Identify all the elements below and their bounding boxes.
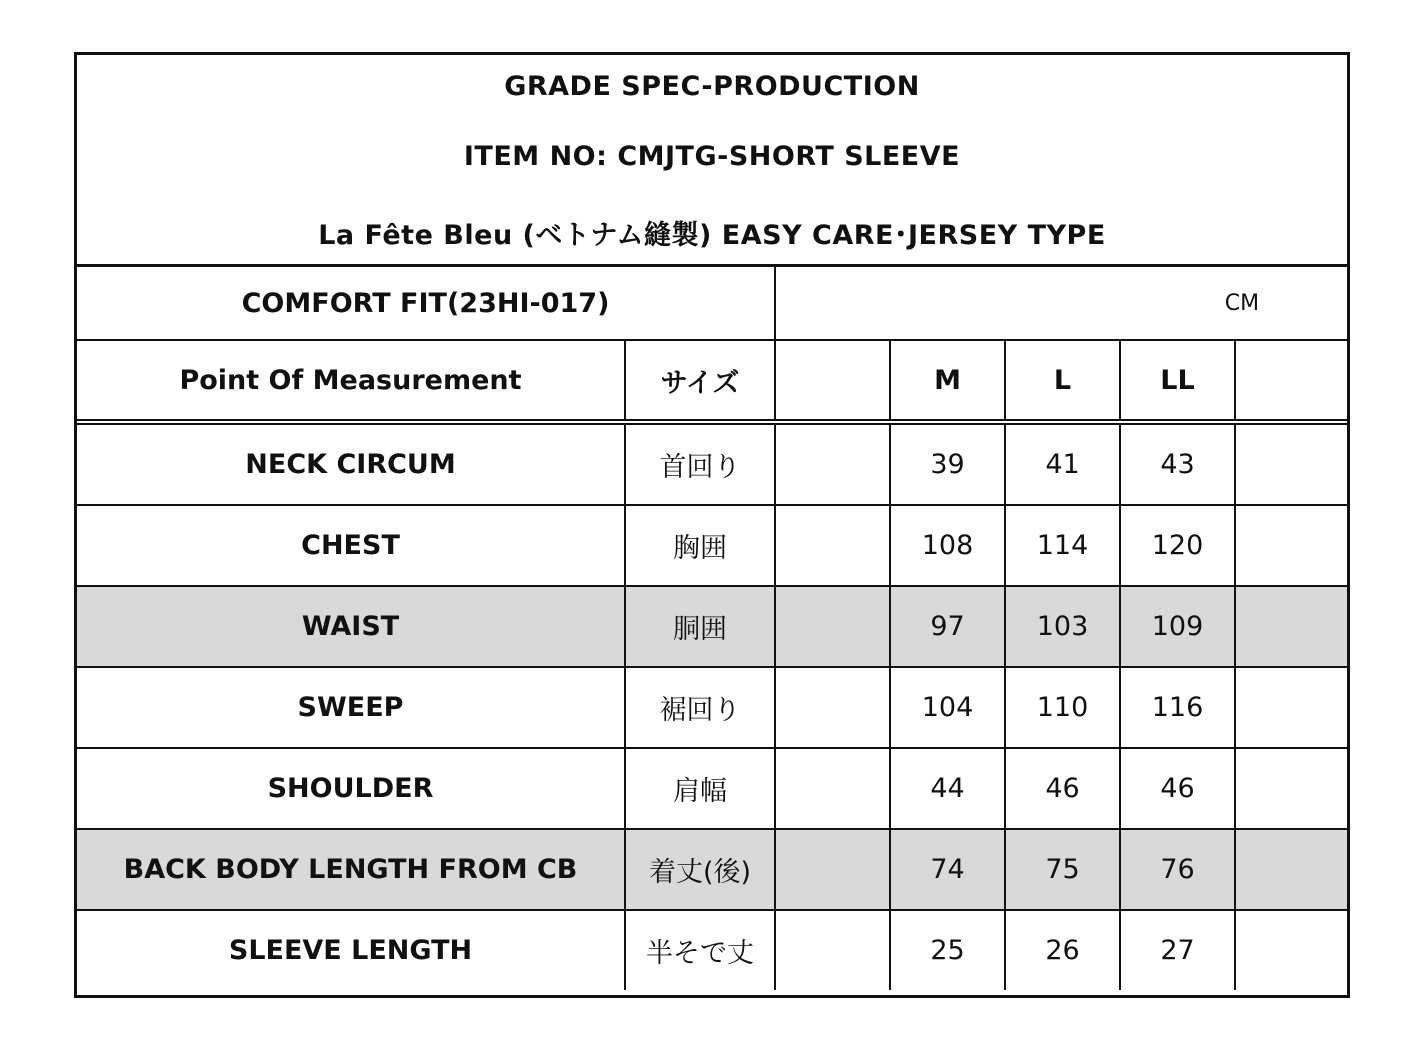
blank-cell bbox=[775, 586, 890, 667]
measurement-name: WAIST bbox=[77, 586, 625, 667]
table-row bbox=[77, 667, 1347, 748]
value-l: 114 bbox=[1005, 505, 1120, 586]
table-row bbox=[77, 910, 1347, 990]
blank-cell bbox=[775, 829, 890, 910]
unit-label: CM bbox=[775, 267, 1347, 340]
document-title: GRADE SPEC-PRODUCTION bbox=[504, 71, 920, 102]
size-header-l: L bbox=[1005, 340, 1120, 422]
blank-cell bbox=[775, 422, 890, 505]
blank-header-2 bbox=[1235, 340, 1347, 422]
value-m: 74 bbox=[890, 829, 1005, 910]
value-l: 75 bbox=[1005, 829, 1120, 910]
table-row bbox=[77, 505, 1347, 586]
fit-label: COMFORT FIT(23HI-017) bbox=[77, 267, 775, 340]
value-ll: 109 bbox=[1120, 586, 1235, 667]
measurement-name: SHOULDER bbox=[77, 748, 625, 829]
value-ll: 27 bbox=[1120, 910, 1235, 990]
measurement-name: CHEST bbox=[77, 505, 625, 586]
blank-cell bbox=[1235, 586, 1347, 667]
value-ll: 116 bbox=[1120, 667, 1235, 748]
value-l: 26 bbox=[1005, 910, 1120, 990]
value-l: 103 bbox=[1005, 586, 1120, 667]
pom-header: Point Of Measurement bbox=[77, 340, 625, 422]
value-m: 39 bbox=[890, 422, 1005, 505]
blank-cell bbox=[1235, 748, 1347, 829]
value-ll: 46 bbox=[1120, 748, 1235, 829]
value-l: 46 bbox=[1005, 748, 1120, 829]
blank-cell bbox=[775, 748, 890, 829]
blank-cell bbox=[775, 505, 890, 586]
measurement-name: BACK BODY LENGTH FROM CB bbox=[77, 829, 625, 910]
blank-cell bbox=[1235, 505, 1347, 586]
measurement-name-jp: 裾回り bbox=[625, 667, 775, 748]
measurement-name-jp: 着丈(後) bbox=[625, 829, 775, 910]
measurement-rows bbox=[77, 422, 1347, 990]
value-l: 110 bbox=[1005, 667, 1120, 748]
blank-cell bbox=[1235, 422, 1347, 505]
value-m: 108 bbox=[890, 505, 1005, 586]
blank-cell bbox=[775, 667, 890, 748]
size-header-ll: LL bbox=[1120, 340, 1235, 422]
measurement-name-jp: 肩幅 bbox=[625, 748, 775, 829]
measurement-name-jp: 胴囲 bbox=[625, 586, 775, 667]
value-m: 97 bbox=[890, 586, 1005, 667]
measurement-name: SLEEVE LENGTH bbox=[77, 910, 625, 990]
measurement-name-jp: 半そで丈 bbox=[625, 910, 775, 990]
measurement-name: NECK CIRCUM bbox=[77, 422, 625, 505]
measurement-name-jp: 胸囲 bbox=[625, 505, 775, 586]
blank-cell bbox=[775, 910, 890, 990]
item-number: ITEM NO: CMJTG-SHORT SLEEVE bbox=[463, 141, 961, 172]
value-ll: 120 bbox=[1120, 505, 1235, 586]
blank-header-1 bbox=[775, 340, 890, 422]
title-block bbox=[77, 55, 1347, 267]
blank-cell bbox=[1235, 829, 1347, 910]
measurement-table bbox=[77, 267, 1347, 990]
spec-sheet bbox=[74, 52, 1350, 998]
product-description: La Fête Bleu (ベトナム縫製) EASY CARE･JERSEY TYPE bbox=[318, 220, 1106, 251]
size-header-m: M bbox=[890, 340, 1005, 422]
value-m: 25 bbox=[890, 910, 1005, 990]
value-m: 44 bbox=[890, 748, 1005, 829]
measurement-name-jp: 首回り bbox=[625, 422, 775, 505]
value-l: 41 bbox=[1005, 422, 1120, 505]
measurement-name: SWEEP bbox=[77, 667, 625, 748]
fit-row bbox=[77, 267, 1347, 340]
blank-cell bbox=[1235, 667, 1347, 748]
value-ll: 43 bbox=[1120, 422, 1235, 505]
value-m: 104 bbox=[890, 667, 1005, 748]
size-jp-header: サイズ bbox=[625, 340, 775, 422]
blank-cell bbox=[1235, 910, 1347, 990]
header-row bbox=[77, 340, 1347, 422]
table-row bbox=[77, 829, 1347, 910]
table-row bbox=[77, 586, 1347, 667]
value-ll: 76 bbox=[1120, 829, 1235, 910]
table-row bbox=[77, 748, 1347, 829]
table-row bbox=[77, 422, 1347, 505]
